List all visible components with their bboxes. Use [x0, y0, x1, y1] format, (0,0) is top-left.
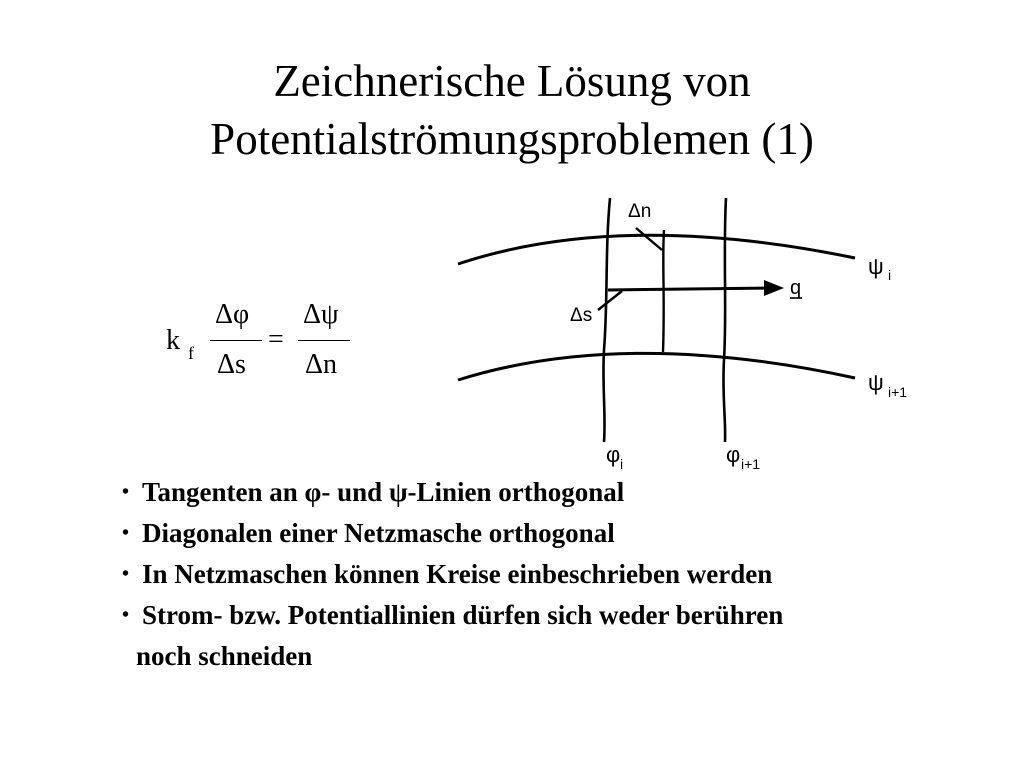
fraction-bar-2 — [298, 340, 350, 341]
label-phi-i: φ — [606, 442, 621, 467]
equipotential-phi-i — [603, 198, 610, 442]
flow-net-diagram — [440, 180, 940, 480]
mesh-line — [663, 230, 664, 352]
bullet-list — [120, 472, 1000, 677]
title-line-2: Potentialströmungsproblemen (1) — [210, 114, 814, 164]
fraction-bar-1 — [210, 340, 262, 341]
formula-denominator-n: Δn — [305, 349, 338, 380]
label-psi-i: ψ — [868, 254, 884, 279]
bullet-continuation: noch schneiden — [136, 641, 313, 671]
bullet-item: • In Netzmaschen können Kreise einbeschrieben werden — [120, 554, 1000, 595]
leader-dn — [636, 228, 662, 250]
formula-k-subscript: f — [188, 343, 194, 363]
equipotential-phi-i1 — [723, 198, 726, 442]
label-phi-i1: φ — [726, 442, 741, 467]
label-delta-n: Δn — [628, 201, 652, 222]
bullet-item: • Tangenten an φ- und ψ-Linien orthogonal — [120, 472, 1000, 513]
formula-numerator-psi: Δψ — [303, 299, 339, 330]
formula-numerator-phi: Δφ — [215, 299, 250, 330]
flow-arrow-line — [608, 288, 770, 290]
label-psi-i1: ψ — [868, 370, 884, 395]
streamline-psi-i — [458, 235, 855, 264]
streamline-psi-i1 — [458, 353, 855, 380]
formula-equals: = — [268, 324, 284, 355]
leader-ds — [598, 291, 622, 310]
formula-k: k — [166, 325, 180, 356]
title-line-1: Zeichnerische Lösung von — [273, 56, 751, 106]
flow-arrow-head — [764, 280, 784, 296]
bullet-item: • Diagonalen einer Netzmasche orthogonal — [120, 513, 1000, 554]
bullet-item: • Strom- bzw. Potentiallinien dürfen sich weder berühren — [120, 595, 1000, 636]
label-phi-i1-subscript: i+1 — [741, 456, 761, 472]
label-psi-i-subscript: i — [888, 267, 892, 283]
formula-denominator-s: Δs — [217, 349, 246, 380]
slide-title — [0, 52, 1024, 168]
label-delta-s: Δs — [570, 305, 593, 326]
label-q: q — [790, 277, 802, 299]
label-phi-i-subscript: i — [620, 456, 624, 472]
label-psi-i1-subscript: i+1 — [888, 384, 908, 400]
